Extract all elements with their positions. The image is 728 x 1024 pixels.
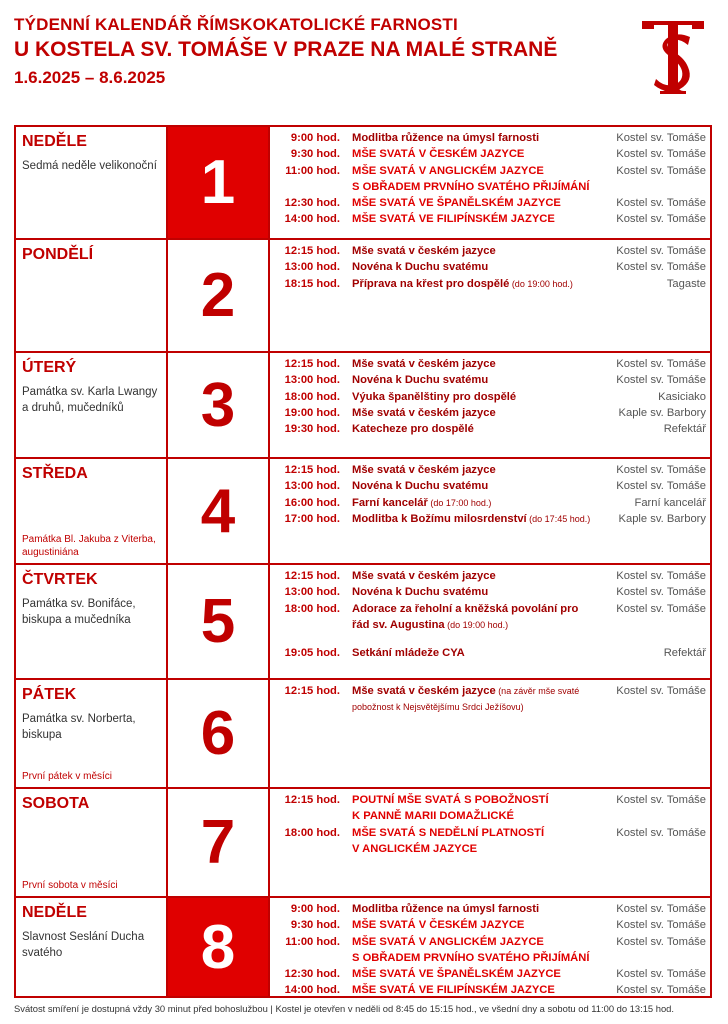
event-desc: Adorace za řeholní a kněžská povolání pro bbox=[352, 602, 579, 615]
event-place: Kostel sv. Tomáše bbox=[616, 570, 706, 582]
event-item bbox=[270, 617, 710, 633]
event-desc: Katecheze pro dospělé bbox=[352, 423, 474, 436]
event-place: Kostel sv. Tomáše bbox=[616, 464, 706, 476]
event-desc: Příprava na křest pro dospělé (do 19:00 hod.) bbox=[352, 277, 573, 290]
event-item bbox=[270, 917, 710, 933]
event-desc: MŠE SVATÁ VE FILIPÍNSKÉM JAZYCE bbox=[352, 213, 555, 226]
day-info bbox=[16, 680, 168, 787]
day-number: 7 bbox=[168, 789, 270, 896]
day-row bbox=[16, 563, 710, 678]
event-list bbox=[270, 130, 710, 228]
event-item bbox=[270, 495, 710, 511]
day-name: ČTVRTEK bbox=[22, 571, 98, 588]
ts-monogram-icon bbox=[638, 15, 708, 95]
event-item bbox=[270, 568, 710, 584]
event-place: Kasiciako bbox=[658, 390, 706, 403]
event-place: Kostel sv. Tomáše bbox=[616, 794, 706, 806]
event-list bbox=[270, 462, 710, 527]
day-row bbox=[16, 351, 710, 457]
event-item bbox=[270, 211, 710, 227]
event-desc: Mše svatá v českém jazyce bbox=[352, 464, 496, 476]
event-time: 12:15 hod. bbox=[284, 685, 340, 697]
day-name: STŘEDA bbox=[22, 465, 88, 482]
event-desc: MŠE SVATÁ V ČESKÉM JAZYCE bbox=[352, 919, 525, 932]
event-item bbox=[270, 601, 710, 617]
event-desc: MŠE SVATÁ VE ŠPANĚLSKÉM JAZYCE bbox=[352, 968, 561, 981]
header-title-line1: TÝDENNÍ KALENDÁŘ ŘÍMSKOKATOLICKÉ FARNOSTI bbox=[14, 15, 458, 34]
event-time: 9:30 hod. bbox=[290, 919, 340, 932]
event-place: Kostel sv. Tomáše bbox=[616, 213, 706, 226]
day-info bbox=[16, 898, 168, 996]
event-item bbox=[270, 163, 710, 179]
event-desc: Modlitba k Božímu milosrdenství (do 17:45 hod.) bbox=[352, 512, 591, 525]
event-desc: MŠE SVATÁ S NEDĚLNÍ PLATNOSTÍ bbox=[352, 826, 545, 839]
event-desc: Mše svatá v českém jazyce bbox=[352, 570, 496, 582]
event-time: 14:00 hod. bbox=[284, 984, 340, 997]
day-row bbox=[16, 678, 710, 787]
event-item bbox=[270, 130, 710, 146]
event-item bbox=[270, 792, 710, 808]
event-item bbox=[270, 405, 710, 421]
event-place: Farní kancelář bbox=[634, 496, 706, 509]
day-name: PÁTEK bbox=[22, 686, 77, 703]
event-place: Refektář bbox=[663, 423, 706, 436]
day-row bbox=[16, 127, 710, 238]
day-feast: Památka sv. Norberta, biskupa bbox=[22, 713, 136, 741]
event-desc: S OBŘADEM PRVNÍHO SVATÉHO PŘIJÍMÁNÍ bbox=[352, 951, 590, 964]
event-time: 17:00 hod. bbox=[284, 512, 340, 525]
event-desc: MŠE SVATÁ VE ŠPANĚLSKÉM JAZYCE bbox=[352, 197, 561, 210]
day-info bbox=[16, 127, 168, 238]
event-item bbox=[270, 825, 710, 841]
event-desc: Mše svatá v českém jazyce (na závěr mše svaté bbox=[352, 685, 580, 697]
event-item bbox=[270, 808, 710, 824]
event-place: Kostel sv. Tomáše bbox=[616, 245, 706, 257]
day-name: NEDĚLE bbox=[22, 904, 87, 921]
event-place: Kaple sv. Barbory bbox=[618, 512, 706, 525]
event-item bbox=[270, 950, 710, 966]
event-item bbox=[270, 372, 710, 388]
event-extra: (do 17:00 hod.) bbox=[427, 497, 492, 508]
event-time: 19:30 hod. bbox=[284, 423, 340, 436]
event-desc: Novéna k Duchu svatému bbox=[352, 480, 489, 493]
event-item bbox=[270, 934, 710, 950]
event-time: 9:00 hod. bbox=[290, 132, 340, 144]
event-item bbox=[270, 276, 710, 292]
event-list bbox=[270, 792, 710, 857]
event-desc: Mše svatá v českém jazyce bbox=[352, 406, 496, 419]
event-extra: (na závěr mše svaté bbox=[495, 686, 580, 696]
event-desc: Novéna k Duchu svatému bbox=[352, 261, 489, 274]
event-item bbox=[270, 146, 710, 162]
event-time: 12:15 hod. bbox=[284, 245, 340, 257]
day-number: 3 bbox=[168, 353, 270, 457]
header-title-line2: U KOSTELA SV. TOMÁŠE V PRAZE NA MALÉ STRANĚ bbox=[14, 38, 558, 61]
event-item bbox=[270, 841, 710, 857]
event-place: Kostel sv. Tomáše bbox=[616, 903, 706, 915]
event-time: 13:00 hod. bbox=[284, 586, 340, 599]
event-desc: K PANNĚ MARII DOMAŽLICKÉ bbox=[352, 810, 515, 823]
event-desc: MŠE SVATÁ VE FILIPÍNSKÉM JAZYCE bbox=[352, 984, 555, 997]
day-info bbox=[16, 353, 168, 457]
event-place: Kostel sv. Tomáše bbox=[616, 968, 706, 981]
day-number: 5 bbox=[168, 565, 270, 678]
event-place: Kostel sv. Tomáše bbox=[616, 935, 706, 948]
event-time: 12:15 hod. bbox=[284, 570, 340, 582]
day-info bbox=[16, 565, 168, 678]
event-place: Kostel sv. Tomáše bbox=[616, 358, 706, 370]
day-row bbox=[16, 457, 710, 563]
event-time: 18:00 hod. bbox=[284, 826, 340, 839]
event-item bbox=[270, 259, 710, 275]
event-desc: MŠE SVATÁ V ANGLICKÉM JAZYCE bbox=[352, 164, 544, 177]
day-note: První pátek v měsíci bbox=[22, 771, 113, 782]
event-time: 18:15 hod. bbox=[284, 277, 340, 290]
day-info bbox=[16, 459, 168, 563]
day-info bbox=[16, 240, 168, 351]
event-item bbox=[270, 699, 710, 715]
event-desc: Výuka španělštiny pro dospělé bbox=[352, 390, 517, 403]
day-name: ÚTERÝ bbox=[22, 359, 77, 376]
day-feast: Památka sv. Karla Lwangy a druhů, mučedníků bbox=[22, 386, 158, 414]
event-place: Kostel sv. Tomáše bbox=[616, 197, 706, 210]
event-item bbox=[270, 389, 710, 405]
event-place: Kostel sv. Tomáše bbox=[616, 984, 706, 997]
event-place: Kostel sv. Tomáše bbox=[616, 148, 706, 161]
day-number: 2 bbox=[168, 240, 270, 351]
event-desc: Modlitba růžence na úmysl farnosti bbox=[352, 132, 540, 144]
event-place: Tagaste bbox=[666, 277, 706, 290]
event-place: Kostel sv. Tomáše bbox=[616, 586, 706, 599]
day-number: 8 bbox=[168, 898, 270, 996]
event-time: 13:00 hod. bbox=[284, 261, 340, 274]
event-time: 9:30 hod. bbox=[290, 148, 340, 161]
event-item bbox=[270, 356, 710, 372]
day-name: NEDĚLE bbox=[22, 133, 87, 150]
event-time: 11:00 hod. bbox=[285, 164, 340, 177]
event-place: Kostel sv. Tomáše bbox=[616, 480, 706, 493]
event-place: Kostel sv. Tomáše bbox=[616, 826, 706, 839]
day-feast: Slavnost Seslání Ducha svatého bbox=[22, 931, 145, 959]
event-list bbox=[270, 901, 710, 999]
event-item bbox=[270, 421, 710, 437]
event-time: 19:05 hod. bbox=[284, 647, 340, 660]
event-place: Kostel sv. Tomáše bbox=[616, 602, 706, 615]
event-time: 16:00 hod. bbox=[284, 496, 340, 509]
event-desc bbox=[352, 699, 620, 715]
day-note: První sobota v měsíci bbox=[22, 880, 118, 891]
event-place: Refektář bbox=[663, 647, 706, 660]
event-time: 12:30 hod. bbox=[284, 968, 340, 981]
event-desc: Novéna k Duchu svatému bbox=[352, 586, 489, 599]
day-row bbox=[16, 787, 710, 896]
event-item bbox=[270, 584, 710, 600]
header-date-range: 1.6.2025 – 8.6.2025 bbox=[14, 68, 166, 87]
header bbox=[14, 12, 614, 89]
event-item bbox=[270, 966, 710, 982]
event-extra: (do 19:00 hod.) bbox=[509, 278, 573, 289]
event-item bbox=[270, 478, 710, 494]
event-item bbox=[270, 982, 710, 998]
day-number: 4 bbox=[168, 459, 270, 563]
event-item bbox=[270, 462, 710, 478]
event-desc: MŠE SVATÁ V ČESKÉM JAZYCE bbox=[352, 148, 525, 161]
event-extra: pobožnost k Nejsvětějšímu Srdci Ježíšovu) bbox=[352, 702, 524, 713]
event-time: 14:00 hod. bbox=[284, 213, 340, 226]
event-time: 12:15 hod. bbox=[284, 358, 340, 370]
event-list bbox=[270, 683, 710, 716]
event-desc: Mše svatá v českém jazyce bbox=[352, 358, 496, 370]
event-time: 12:30 hod. bbox=[284, 197, 340, 210]
event-desc: Farní kancelář (do 17:00 hod.) bbox=[352, 496, 492, 509]
event-time: 12:15 hod. bbox=[284, 794, 340, 806]
day-info bbox=[16, 789, 168, 896]
event-item bbox=[270, 511, 710, 527]
event-place: Kostel sv. Tomáše bbox=[616, 919, 706, 932]
event-place: Kostel sv. Tomáše bbox=[616, 261, 706, 274]
event-time: 11:00 hod. bbox=[285, 935, 340, 948]
event-desc: Mše svatá v českém jazyce bbox=[352, 245, 496, 257]
event-place: Kostel sv. Tomáše bbox=[616, 685, 706, 697]
event-place: Kostel sv. Tomáše bbox=[616, 132, 706, 144]
event-time: 19:00 hod. bbox=[284, 406, 340, 419]
event-item bbox=[270, 195, 710, 211]
event-item bbox=[270, 243, 710, 259]
event-desc: Novéna k Duchu svatému bbox=[352, 374, 489, 387]
day-note: Památka Bl. Jakuba z Viterba, augustiniána bbox=[22, 534, 156, 558]
event-desc: Setkání mládeže CYA bbox=[352, 647, 465, 660]
event-time: 9:00 hod. bbox=[290, 903, 340, 915]
footer-note: Svátost smíření je dostupná vždy 30 minut před bohoslužbou | Kostel je otevřen v neděli od 8:45 do 15:15 hod., ve všední dny a sobotu od 11:00 do 13:15 hod. bbox=[14, 1003, 674, 1014]
event-time: 18:00 hod. bbox=[284, 602, 340, 615]
event-item bbox=[270, 901, 710, 917]
event-desc: V ANGLICKÉM JAZYCE bbox=[352, 842, 478, 855]
event-time: 12:15 hod. bbox=[284, 464, 340, 476]
day-row bbox=[16, 896, 710, 996]
event-item bbox=[270, 179, 710, 195]
event-list bbox=[270, 243, 710, 292]
day-feast: Památka sv. Bonifáce, biskupa a mučedníka bbox=[22, 598, 136, 626]
event-list bbox=[270, 568, 710, 661]
day-feast: Sedmá neděle velikonoční bbox=[22, 160, 157, 172]
event-extra: (do 17:45 hod.) bbox=[526, 513, 591, 524]
event-item bbox=[270, 645, 710, 661]
event-time: 18:00 hod. bbox=[284, 390, 340, 403]
day-number: 1 bbox=[168, 127, 270, 238]
event-place: Kaple sv. Barbory bbox=[618, 406, 706, 419]
event-desc: řád sv. Augustina (do 19:00 hod.) bbox=[352, 618, 509, 631]
parish-logo bbox=[638, 15, 708, 95]
event-desc: POUTNÍ MŠE SVATÁ S POBOŽNOSTÍ bbox=[352, 794, 549, 806]
event-place: Kostel sv. Tomáše bbox=[616, 164, 706, 177]
event-desc: S OBŘADEM PRVNÍHO SVATÉHO PŘIJÍMÁNÍ bbox=[352, 180, 590, 193]
day-number: 6 bbox=[168, 680, 270, 787]
event-time: 13:00 hod. bbox=[284, 374, 340, 387]
event-place: Kostel sv. Tomáše bbox=[616, 374, 706, 387]
event-time: 13:00 hod. bbox=[284, 480, 340, 493]
day-name: SOBOTA bbox=[22, 795, 90, 812]
event-extra: (do 19:00 hod.) bbox=[444, 619, 509, 630]
day-row bbox=[16, 238, 710, 351]
event-desc: Modlitba růžence na úmysl farnosti bbox=[352, 903, 540, 915]
event-desc: MŠE SVATÁ V ANGLICKÉM JAZYCE bbox=[352, 935, 544, 948]
event-item bbox=[270, 683, 710, 699]
day-name: PONDĚLÍ bbox=[22, 246, 94, 263]
weekly-calendar bbox=[14, 125, 712, 998]
event-list bbox=[270, 356, 710, 437]
